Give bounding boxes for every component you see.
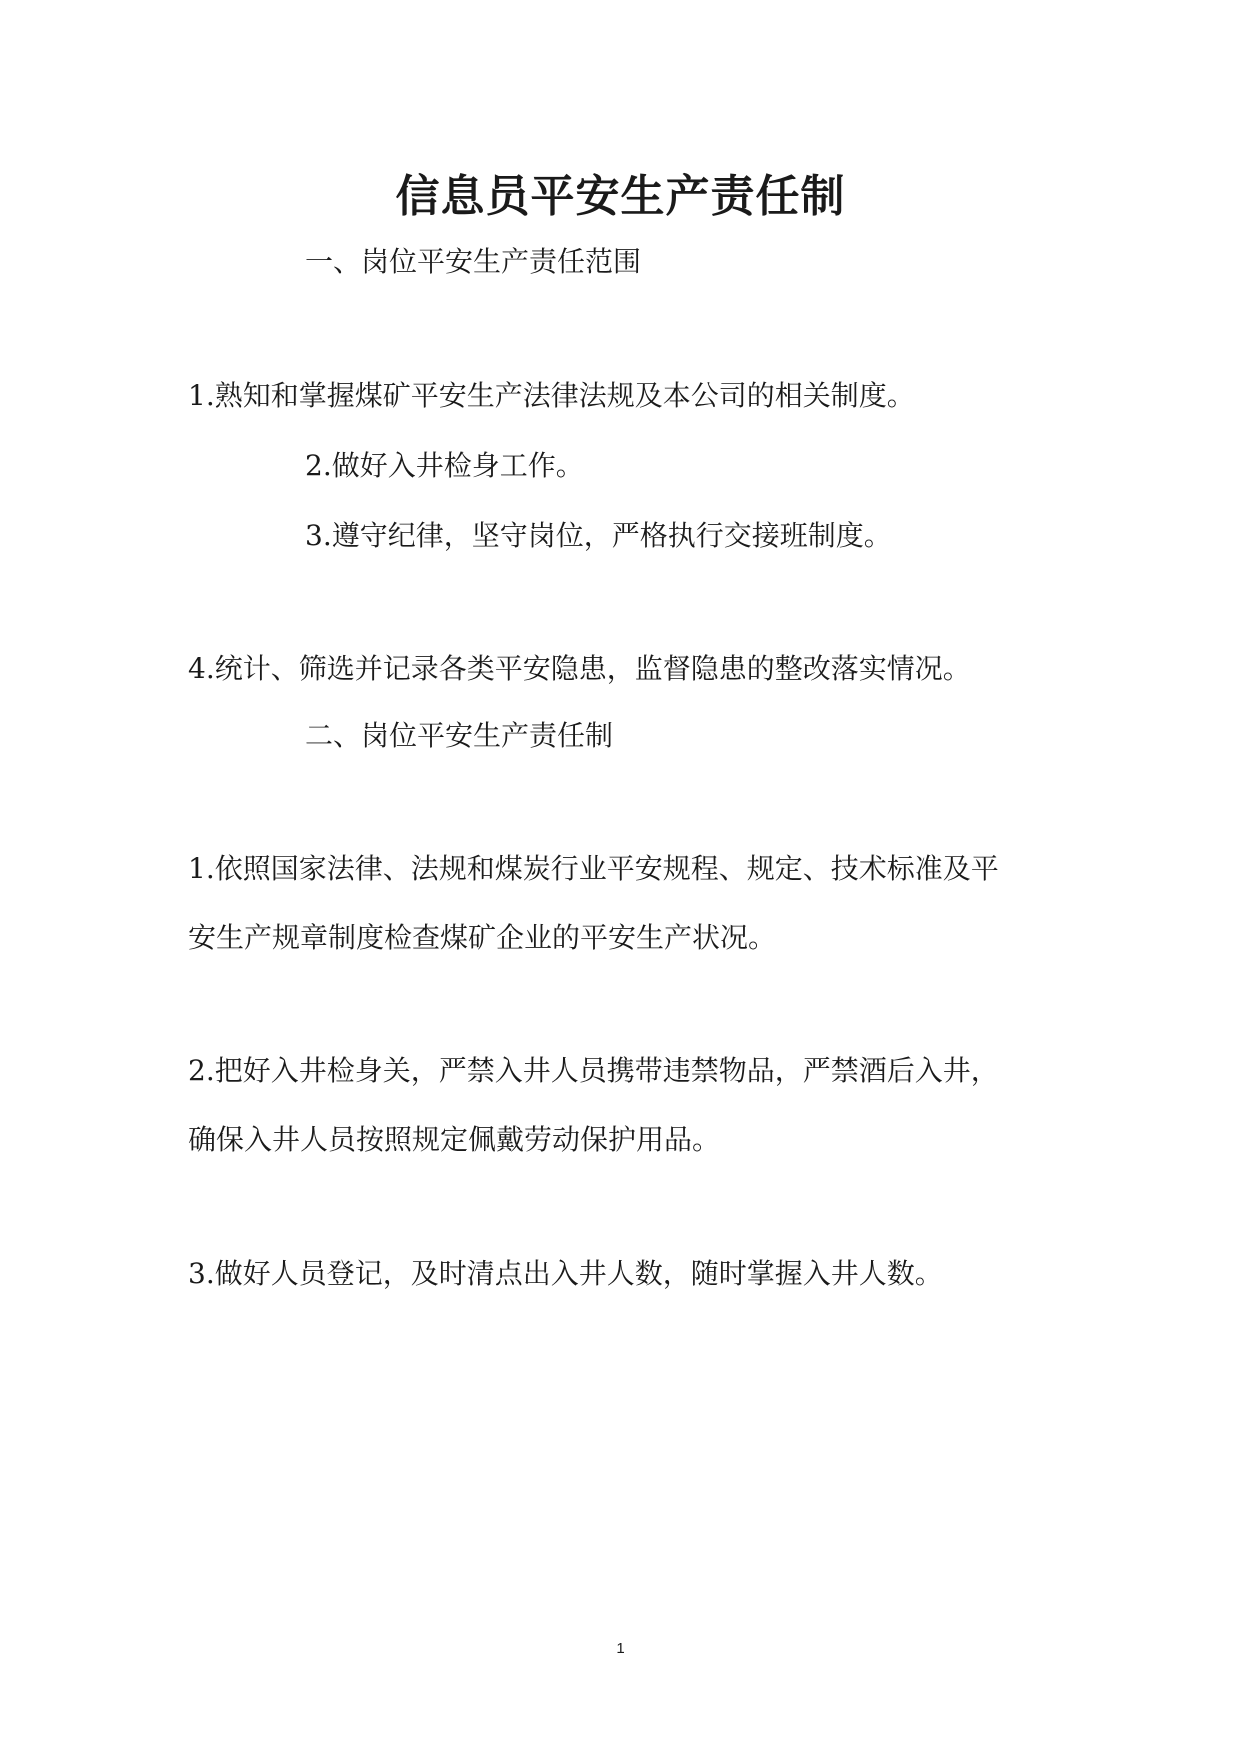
section-2-item-2-line-1: 2.把好入井检身关，严禁入井人员携带违禁物品，严禁酒后入井， (188, 1054, 999, 1087)
section-1-item-3: 3.遵守纪律，坚守岗位，严格执行交接班制度。 (305, 519, 892, 552)
section-1-item-2: 2.做好入井检身工作。 (305, 449, 584, 482)
section-2-item-1-line-1: 1.依照国家法律、法规和煤炭行业平安规程、规定、技术标准及平 (188, 852, 999, 885)
section-2-item-1-line-2: 安生产规章制度检查煤矿企业的平安生产状况。 (188, 921, 777, 954)
section-2-item-2-line-2: 确保入井人员按照规定佩戴劳动保护用品。 (188, 1123, 721, 1156)
section-1-item-1: 1.熟知和掌握煤矿平安生产法律法规及本公司的相关制度。 (188, 379, 915, 412)
section-1-item-4: 4.统计、筛选并记录各类平安隐患，监督隐患的整改落实情况。 (188, 652, 971, 685)
section-2-item-3-line-1: 3.做好人员登记，及时清点出入井人数，随时掌握入井人数。 (188, 1257, 943, 1290)
section-1-heading: 一、岗位平安生产责任范围 (305, 245, 642, 278)
page-number: 1 (616, 1640, 625, 1657)
section-2-heading: 二、岗位平安生产责任制 (305, 719, 614, 752)
document-title: 信息员平安生产责任制 (395, 171, 846, 222)
